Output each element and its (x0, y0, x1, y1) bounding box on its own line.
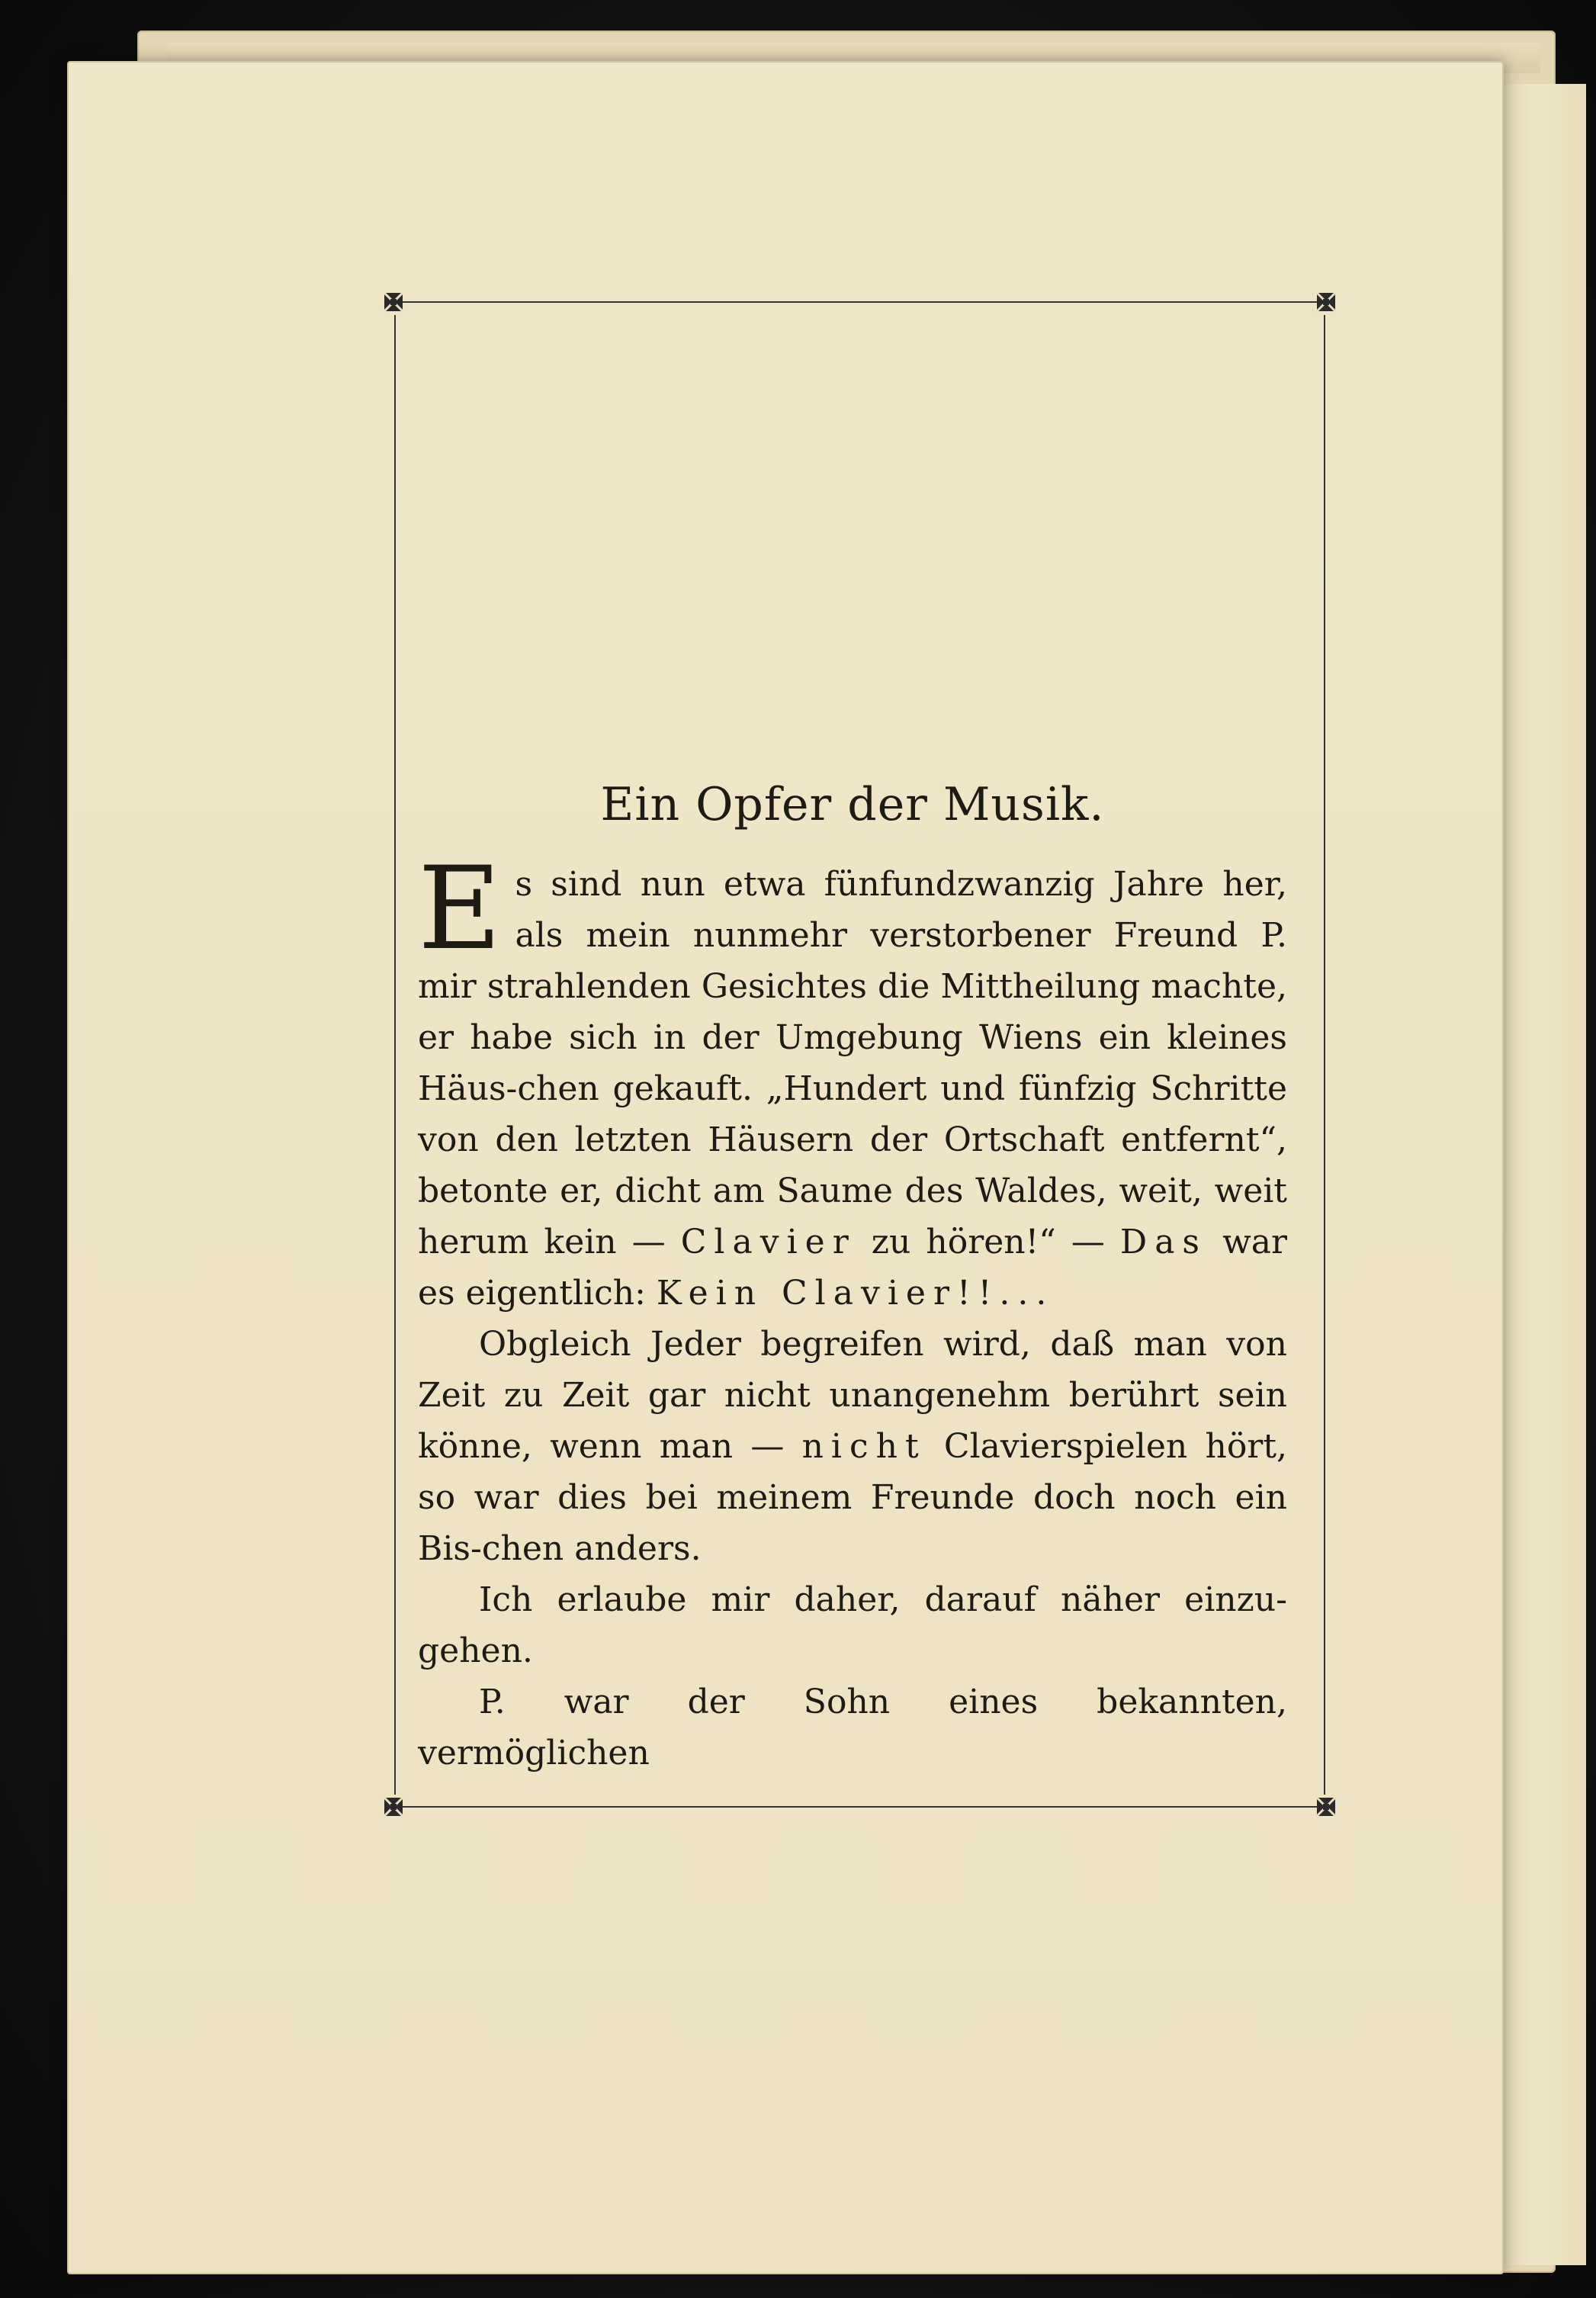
paragraph-4: P. war der Sohn eines bekannten, vermöglichen (418, 1683, 1287, 1773)
emphasis-clavier: Clavier (680, 1223, 856, 1261)
corner-ornament-icon (382, 291, 405, 313)
drop-cap: E (418, 843, 502, 975)
story-title: Ein Opfer der Musik. (600, 778, 1105, 831)
frame-left-rule (394, 315, 396, 1795)
emphasis-kein-clavier: Kein Clavier!!... (656, 1274, 1055, 1313)
frame-top-rule (399, 301, 1321, 303)
corner-ornament-icon (1315, 1795, 1337, 1818)
paragraph-1-text: s sind nun etwa fünfundzwanzig Jahre her, als mein nunmehr verstorbener Freund P. mir strahlenden Gesichtes die Mittheilung machte, er habe sich in der Umgebung Wiens ein kleines Häus-chen gekauft. „Hundert und fünfzig Schritte von den letzten Häusern der Ortschaft entfernt“, betonte er, dicht am Saume des Waldes, weit, weit herum kein — (418, 865, 1287, 1261)
adjacent-page-strip (1501, 84, 1586, 2265)
paragraph-2-after: Clavierspielen hört, so war dies bei meinem Freunde doch noch ein Bis-chen anders. (418, 1427, 1288, 1568)
paragraph-1 (418, 843, 1287, 1319)
paragraph-1-mid-1: zu hören!“ — (856, 1223, 1120, 1261)
paragraph-2-before: Obgleich Jeder begreifen wird, daß man von Zeit zu Zeit gar nicht unangenehm berührt sein könne, wenn man — (418, 1325, 1287, 1466)
paragraph-3: Ich erlaube mir daher, darauf näher einzu-gehen. (418, 1580, 1287, 1670)
paragraph-1-mid-2: war es eigentlich: (418, 1223, 1287, 1313)
corner-ornament-icon (1315, 291, 1337, 313)
paragraph-2 (418, 1319, 1287, 1574)
emphasis-das: Das (1119, 1223, 1208, 1261)
corner-ornament-icon (382, 1795, 405, 1818)
story-text (418, 770, 1287, 1779)
frame-right-rule (1324, 315, 1325, 1795)
frame-bottom-rule (399, 1806, 1321, 1808)
emphasis-nicht: nicht (801, 1427, 926, 1466)
